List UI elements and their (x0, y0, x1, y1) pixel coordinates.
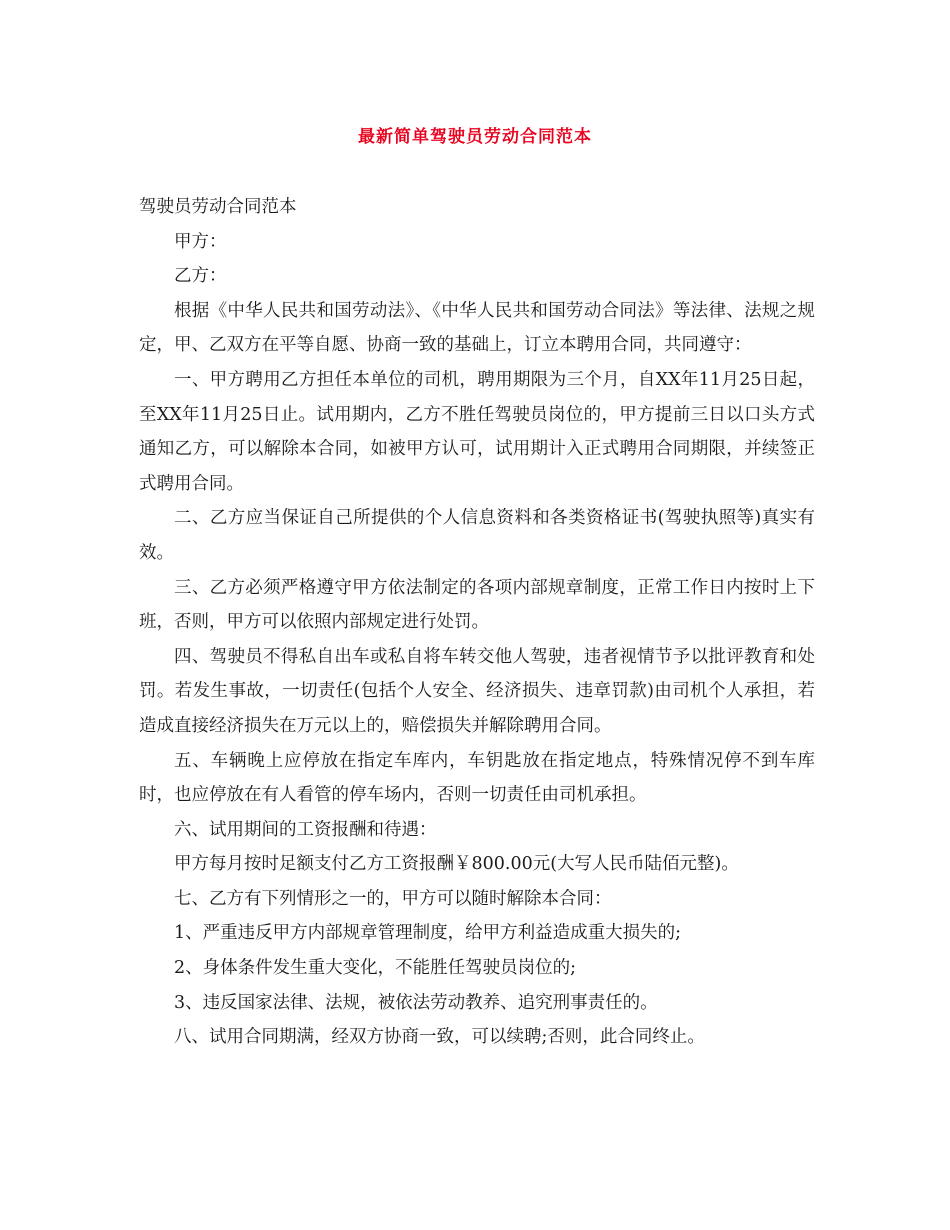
document-paragraph: 六、试用期间的工资报酬和待遇： (174, 819, 437, 840)
document-paragraph: 七、乙方有下列情形之一的，甲方可以随时解除本合同： (174, 888, 612, 909)
document-paragraph: 1、严重违反甲方内部规章管理制度，给甲方利益造成重大损失的; (174, 923, 682, 944)
document-paragraph: 乙方： (174, 266, 227, 287)
document-paragraph: 五、车辆晚上应停放在指定车库内，车钥匙放在指定地点，特殊情况停不到车库时，也应停放在有人看管的停车场内，否则一切责任由司机承担。 (139, 750, 815, 806)
document-paragraph: 甲方每月按时足额支付乙方工资报酬￥800.00元(大写人民币陆佰元整)。 (174, 854, 739, 875)
document-paragraph: 3、违反国家法律、法规，被依法劳动教养、追究刑事责任的。 (174, 992, 658, 1013)
document-paragraph: 二、乙方应当保证自己所提供的个人信息资料和各类资格证书(驾驶执照等)真实有效。 (139, 508, 815, 563)
document-paragraph: 2、身体条件发生重大变化，不能胜任驾驶员岗位的; (174, 958, 577, 979)
document-paragraph: 一、甲方聘用乙方担任本单位的司机，聘用期限为三个月，自XX年11月25日起，至XX年11月25日止。试用期内，乙方不胜任驾驶员岗位的，甲方提前三日以口头方式通知乙方，可以解除本合同，如被甲方认可，试用期计入正式聘用合同期限，并续签正式聘用合同。 (139, 369, 815, 494)
document-subtitle: 驾驶员劳动合同范本 (139, 197, 297, 217)
document-paragraph: 三、乙方必须严格遵守甲方依法制定的各项内部规章制度，正常工作日内按时上下班，否则，甲方可以依照内部规定进行处罚。 (139, 577, 815, 633)
document-title: 最新简单驾驶员劳动合同范本 (358, 127, 592, 147)
document-paragraph: 八、试用合同期满，经双方协商一致，可以续聘;否则，此合同终止。 (174, 1027, 705, 1048)
document-paragraph: 根据《中华人民共和国劳动法》、《中华人民共和国劳动合同法》等法律、法规之规定，甲、乙双方在平等自愿、协商一致的基础上，订立本聘用合同，共同遵守： (139, 300, 815, 356)
document-paragraph: 四、驾驶员不得私自出车或私自将车转交他人驾驶，违者视情节予以批评教育和处罚。若发生事故，一切责任(包括个人安全、经济损失、违章罚款)由司机个人承担，若造成直接经济损失在万元以上的，赔偿损失并解除聘用合同。 (139, 646, 815, 736)
document-paragraph: 甲方： (174, 231, 227, 252)
document-body (139, 190, 815, 1055)
